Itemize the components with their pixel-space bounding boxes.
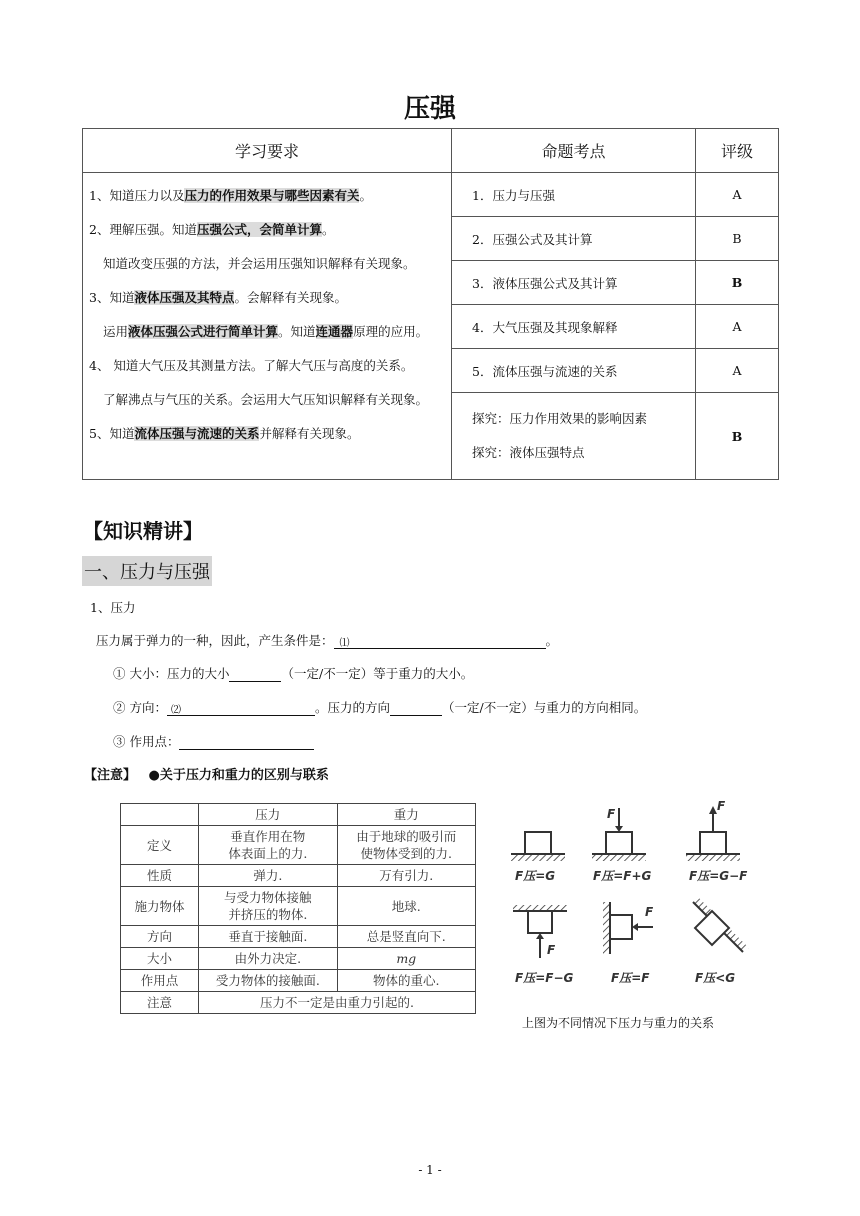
comparison-row (121, 865, 476, 887)
comparison-row (121, 887, 476, 926)
header-grade: 评级 (696, 129, 779, 173)
bullet-magnitude (113, 664, 473, 682)
cell: mg (337, 948, 475, 970)
highlight-text: 压强公式，会简单计算 (196, 222, 322, 237)
highlight-text: 压力的作用效果与哪些因素有关 (184, 188, 360, 203)
topic-item: 2．压强公式及其计算 (452, 217, 696, 261)
requirement-text: 。 (359, 188, 372, 203)
case-pull-up (686, 806, 740, 861)
cell: 重力 (337, 804, 475, 826)
case-incline (693, 898, 749, 952)
requirement-line (89, 179, 445, 213)
row-label: 注意 (121, 992, 199, 1014)
requirement-text: 4、 知道大气压及其测量方法。了解大气压与高度的关系。 (89, 358, 414, 373)
row-label: 定义 (121, 826, 199, 865)
bullet-text: ② 方向： (113, 700, 167, 715)
blank-marker: ⑴ (339, 638, 350, 649)
requirements-list (83, 173, 452, 480)
requirement-line (89, 281, 445, 315)
topic-item: 1．压力与压强 (452, 173, 696, 217)
cell: 万有引力. (337, 865, 475, 887)
header-topics: 命题考点 (452, 129, 696, 173)
requirement-line (89, 315, 445, 349)
condition-line (96, 631, 558, 649)
highlight-text: 液体压强公式进行简单计算 (128, 324, 279, 339)
note-label: 【注意】 (84, 768, 137, 783)
comparison-row (121, 826, 476, 865)
force-label: F (645, 905, 654, 919)
highlight-text: 液体压强及其特点 (134, 290, 235, 305)
requirement-text: 5、知道 (89, 426, 135, 441)
cell: 受力物体的接触面. (199, 970, 337, 992)
note-line (84, 764, 329, 783)
requirement-text: 1、知道压力以及 (89, 188, 185, 203)
inquiry-line: 探究：液体压强特点 (472, 445, 585, 460)
bullet-text: （一定/不一定）等于重力的大小。 (281, 666, 474, 681)
row-label (121, 804, 199, 826)
case-label: F压<G (695, 971, 736, 985)
fill-blank (390, 701, 442, 716)
requirement-text: 3、知道 (89, 290, 135, 305)
requirement-text: 。知道 (278, 324, 316, 339)
case-rest (511, 832, 565, 861)
requirement-text: 原理的应用。 (353, 324, 429, 339)
requirement-text: 知道改变压强的方法，并会运用压强知识解释有关现象。 (103, 256, 416, 271)
grade-badge: A (696, 349, 779, 393)
note-text: ●关于压力和重力的区别与联系 (148, 768, 329, 783)
requirement-line (89, 417, 445, 451)
bullet-direction (113, 698, 646, 716)
fill-blank (229, 667, 281, 682)
case-label: F压=G−F (689, 869, 748, 883)
bullet-text: 。压力的方向 (314, 700, 390, 715)
comparison-row (121, 926, 476, 948)
comparison-row (121, 992, 476, 1014)
requirement-text: 运用 (103, 324, 129, 339)
force-label: F (547, 943, 556, 957)
cell: 地球. (337, 887, 475, 926)
cell: 垂直作用在物 体表面上的力. (199, 826, 337, 865)
grade-badge: A (696, 305, 779, 349)
case-ceiling (513, 905, 567, 958)
cell: 由外力决定. (199, 948, 337, 970)
comparison-row (121, 948, 476, 970)
inquiry-line: 探究：压力作用效果的影响因素 (472, 411, 648, 426)
header-requirements: 学习要求 (83, 129, 452, 173)
item-label: 1、压力 (90, 600, 136, 615)
section-heading: 【知识精讲】 (83, 519, 203, 543)
requirements-table (82, 128, 779, 480)
row-label: 作用点 (121, 970, 199, 992)
row-label: 方向 (121, 926, 199, 948)
bullet-text: ① 大小：压力的大小 (113, 666, 230, 681)
section-subheading: 一、压力与压强 (82, 556, 212, 586)
requirement-text: 了解沸点与气压的关系。会运用大气压知识解释有关现象。 (103, 392, 429, 407)
requirement-text: 并解释有关现象。 (259, 426, 360, 441)
bullet-point (113, 732, 314, 750)
cell: 压力 (199, 804, 337, 826)
bullet-text: ③ 作用点： (113, 734, 180, 749)
fill-blank-2 (167, 701, 315, 716)
topic-item: 4．大气压强及其现象解释 (452, 305, 696, 349)
page-number: - 1 - (418, 1163, 442, 1177)
page-title: 压强 (403, 94, 456, 124)
blank-marker: ⑵ (170, 705, 181, 716)
condition-end: 。 (545, 633, 559, 648)
cell: 由于地球的吸引而 使物体受到的力. (337, 826, 475, 865)
fill-blank (179, 735, 314, 750)
grade-badge: B (696, 261, 779, 305)
highlight-text: 连通器 (315, 324, 354, 339)
requirement-text: 。会解释有关现象。 (234, 290, 347, 305)
requirement-text: 。 (321, 222, 335, 237)
bullet-text: （一定/不一定）与重力的方向相同。 (442, 700, 647, 715)
cell: 压力不一定是由重力引起的. (199, 992, 476, 1014)
grade-badge: B (696, 393, 779, 480)
grade-badge: B (696, 217, 779, 261)
fill-blank-1 (334, 634, 546, 649)
cell: 与受力物体接触 并挤压的物体. (199, 887, 337, 926)
highlight-text: 流体压强与流速的关系 (134, 426, 260, 441)
comparison-row (121, 804, 476, 826)
requirement-line (89, 213, 445, 247)
case-push-down (592, 808, 646, 861)
case-label: F压=G (515, 869, 556, 883)
row-label: 性质 (121, 865, 199, 887)
figure-caption: 上图为不同情况下压力与重力的关系 (522, 1016, 715, 1030)
pressure-diagram (503, 798, 753, 1006)
cell: 弹力. (199, 865, 337, 887)
comparison-row (121, 970, 476, 992)
requirement-line (89, 247, 445, 281)
row-label: 大小 (121, 948, 199, 970)
topic-inquiry (452, 393, 696, 480)
case-label: F压=F (611, 971, 650, 985)
requirement-line (89, 349, 445, 383)
row-label: 施力物体 (121, 887, 199, 926)
grade-badge: A (696, 173, 779, 217)
comparison-table (120, 803, 476, 1014)
cell: 垂直于接触面. (199, 926, 337, 948)
force-label: F (717, 799, 726, 813)
requirement-line (89, 383, 445, 417)
requirement-text: 2、理解压强。知道 (89, 222, 197, 237)
topic-item: 3．液体压强公式及其计算 (452, 261, 696, 305)
case-label: F压=F−G (515, 971, 574, 985)
case-label: F压=F+G (593, 869, 652, 883)
force-label: F (607, 807, 616, 821)
cell: 物体的重心. (337, 970, 475, 992)
cell: 总是竖直向下. (337, 926, 475, 948)
condition-text: 压力属于弹力的一种，因此，产生条件是： (96, 633, 334, 648)
topic-item: 5．流体压强与流速的关系 (452, 349, 696, 393)
